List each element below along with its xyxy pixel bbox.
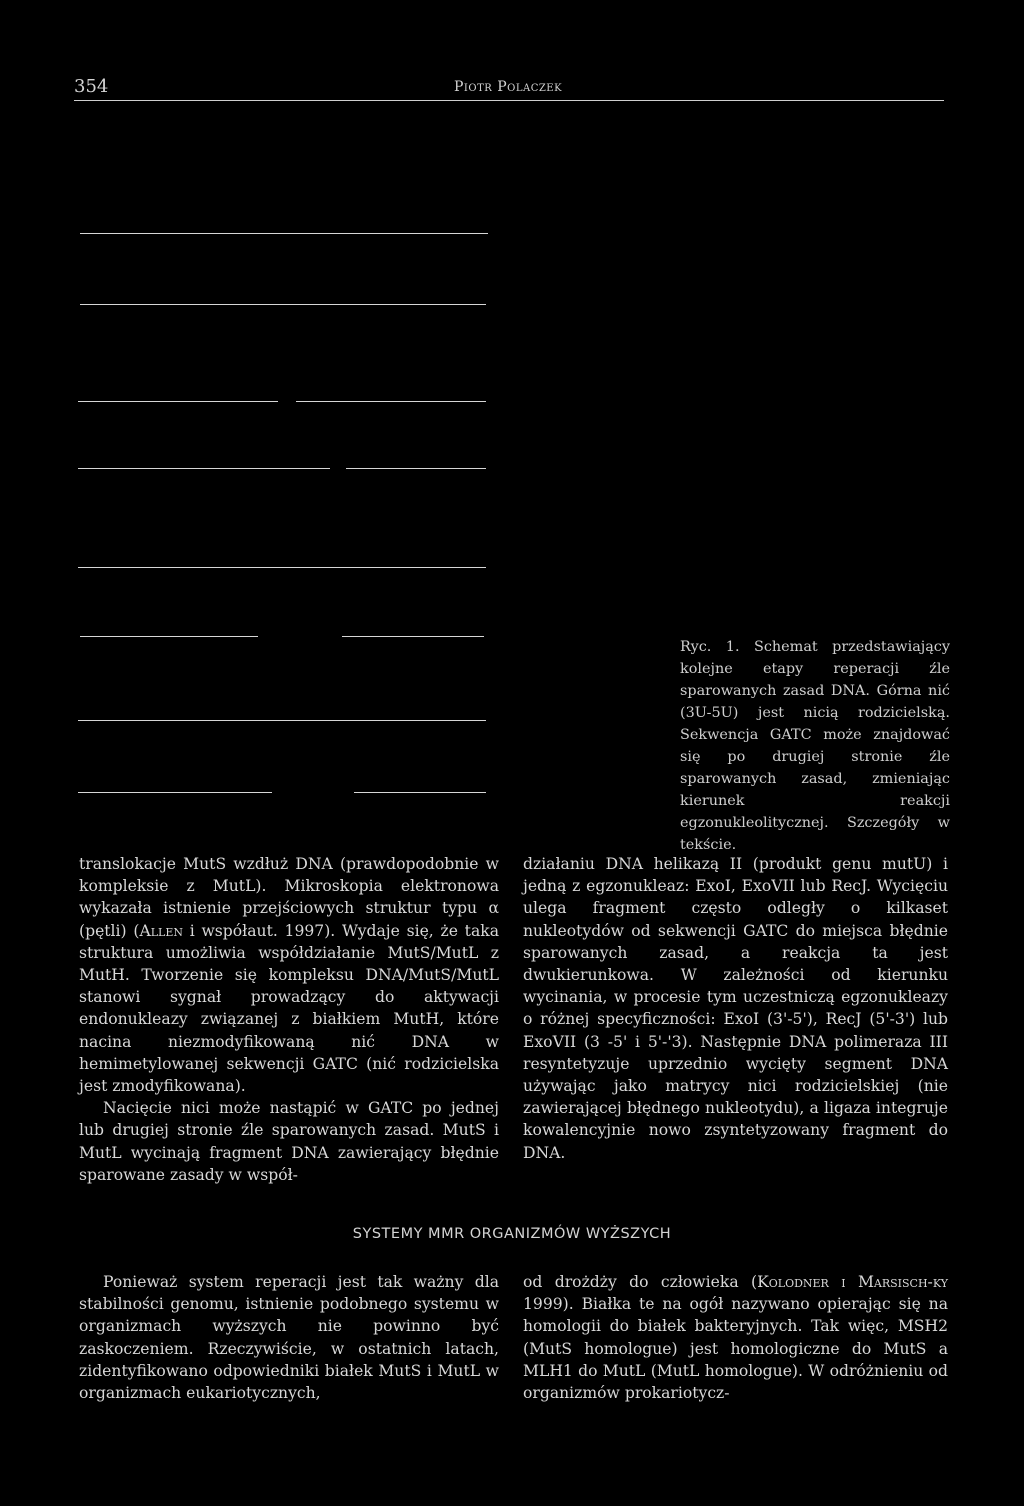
header-rule <box>74 100 944 101</box>
dna-strand <box>80 636 258 637</box>
citation-author: Allen <box>139 921 183 940</box>
section-heading: SYSTEMY MMR ORGANIZMÓW WYŻSZYCH <box>352 1226 672 1242</box>
dna-strand <box>346 468 486 469</box>
text-column-left-bottom <box>79 1271 499 1404</box>
figure-caption: Ryc. 1. Schemat przedstawiający kolejne etapy reperacji źle sparowanych zasad DNA. Górna nić (3U-5U) jest nicią rodzicielską. Sekwencja GATC może znajdować się po drugiej stronie źle sparowanych zasad, zmieniając kierunek reakcji egzonukleolitycznej. Szczegóły w tekście. <box>680 639 950 853</box>
dna-strand <box>78 792 272 793</box>
dna-strand <box>78 468 330 469</box>
dna-strand <box>78 401 278 402</box>
dna-strand <box>342 636 484 637</box>
dna-strand <box>354 792 486 793</box>
dna-strand <box>78 567 486 568</box>
paragraph-text: i współaut. 1997). Wydaje się, że taka struktura umożliwia współdziałanie MutS/MutL z MutH. Tworzenie się kompleksu DNA/MutS/MutL stanowi sygnał prowadzący do aktywacji endonukleazy związanej z białkiem MutH, które nacina niezmodyfikowaną nić DNA w hemimetylowanej sekwencji GATC (nić rodzicielska jest zmodyfikowana). <box>79 921 499 1096</box>
paragraph: działaniu DNA helikazą II (produkt genu mutU) i jedną z egzonukleaz: ExoI, ExoVII lub RecJ. Wycięciu ulega fragment często odległy o kilkaset nukleotydów od sekwencji GATC do miejsca błędnie sparowanych zasad, a reakcja ta jest dwukierunkowa. W zależności od kierunku wycinania, w procesie tym uczestniczą egzonukleazy o różnej specyficzności: ExoI (3'-5'), RecJ (5'-3') lub ExoVII (3 -5' i 5'-'3). Następnie DNA polimeraza III resyntetyzuje uprzednio wycięty segment DNA używając jako matrycy nici rodzicielskiej (nie zawierającej błędnego nukleotydu), a ligaza integruje kowalencyjnie nowo zsyntetyzowany fragment do DNA. <box>523 855 948 1162</box>
paragraph: Ponieważ system reperacji jest tak ważny dla stabilności genomu, istnienie podobnego systemu w organizmach wyższych nie powinno być zaskoczeniem. Rzeczywiście, w ostatnich latach, zidentyfikowano odpowiedniki białek MutS i MutL w organizmach eukariotycznych, <box>79 1273 499 1403</box>
text-column-left-top <box>79 853 499 1186</box>
dna-strand <box>80 233 488 234</box>
page-number: 354 <box>74 76 109 97</box>
text-column-right-top <box>523 853 948 1164</box>
paragraph-text: od drożdży do człowieka ( <box>523 1273 758 1291</box>
paragraph: Nacięcie nici może nastąpić w GATC po jednej lub drugiej stronie źle sparowanych zasad. MutS i MutL wycinają fragment DNA zawierający błędnie sparowane zasady w współ- <box>79 1099 499 1184</box>
paragraph-text: 1999). Białka te na ogół nazywano opierając się na homologii do białek bakteryjnych. Tak więc, MSH2 (MutS homologue) jest homologiczne do MutS a MLH1 do MutL (MutL homologue). W odróżnieniu od organizmów prokariotycz- <box>523 1295 948 1403</box>
text-column-right-bottom <box>523 1271 948 1404</box>
running-head-author: Piotr Polaczek <box>454 79 563 95</box>
dna-strand <box>78 720 486 721</box>
citation-author: Kolodner i Marsisch-ky <box>757 1273 949 1291</box>
dna-strand <box>80 304 486 305</box>
paragraph-text: translokacje MutS wzdłuż DNA (prawdopodobnie w kompleksie z MutL). Mikroskopia elektronowa wykazała istnienie przejściowych struktur typu α (pętli) ( <box>79 855 499 940</box>
dna-strand <box>296 401 486 402</box>
